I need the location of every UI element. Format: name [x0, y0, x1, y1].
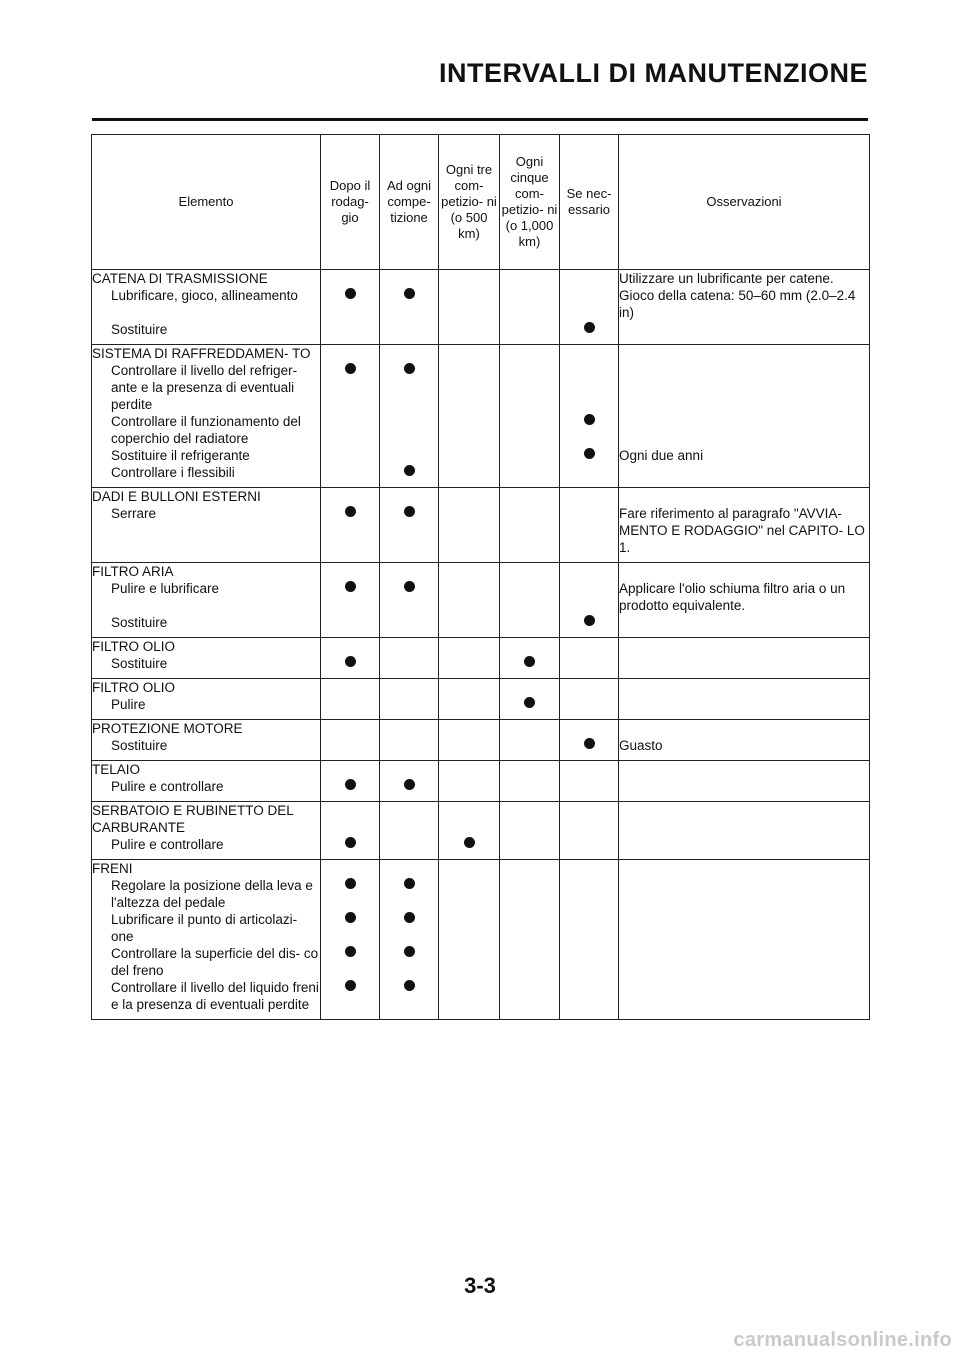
group-header-row: [92, 563, 870, 581]
task-label: Pulire e controllare: [92, 836, 321, 860]
bullet-dot-icon: [345, 912, 356, 923]
table-row: [92, 979, 870, 1020]
empty-cell: [439, 679, 500, 697]
bullet-dot-icon: [524, 697, 535, 708]
interval-cell: [560, 945, 619, 979]
interval-cell: [439, 447, 500, 464]
interval-cell: [439, 945, 500, 979]
bullet-dot-icon: [345, 946, 356, 957]
empty-cell: [380, 563, 439, 581]
group-name: CATENA DI TRASMISSIONE: [92, 270, 321, 288]
table-row: [92, 836, 870, 860]
table-row: [92, 655, 870, 679]
interval-cell: [560, 505, 619, 563]
group-header-row: [92, 345, 870, 363]
interval-cell: [321, 778, 380, 802]
interval-cell: [321, 696, 380, 720]
empty-cell: [560, 720, 619, 738]
maintenance-group: [92, 720, 870, 761]
interval-cell: [560, 447, 619, 464]
interval-cell: [439, 655, 500, 679]
task-remark: [619, 362, 870, 413]
bullet-dot-icon: [345, 837, 356, 848]
interval-cell: [560, 413, 619, 447]
empty-cell: [439, 270, 500, 288]
task-label: Controllare il livello del liquido freni e la presenza di eventuali perdite: [92, 979, 321, 1020]
table-row: [92, 362, 870, 413]
bullet-dot-icon: [584, 322, 595, 333]
group-header-row: [92, 679, 870, 697]
task-label: Sostituire: [92, 321, 321, 345]
task-remark: [619, 945, 870, 979]
interval-cell: [500, 655, 560, 679]
maintenance-group: [92, 802, 870, 860]
bullet-dot-icon: [584, 448, 595, 459]
empty-cell: [321, 679, 380, 697]
table-header-row: [92, 135, 870, 270]
empty-cell: [380, 488, 439, 506]
group-remark: [619, 761, 870, 779]
table-row: [92, 505, 870, 563]
interval-cell: [321, 321, 380, 345]
bullet-dot-icon: [404, 878, 415, 889]
task-remark: [619, 836, 870, 860]
column-header-element: Elemento: [92, 135, 321, 270]
interval-cell: [321, 911, 380, 945]
empty-cell: [380, 720, 439, 738]
group-remark: [619, 720, 870, 738]
interval-cell: [321, 614, 380, 638]
interval-cell: [439, 696, 500, 720]
bullet-dot-icon: [404, 946, 415, 957]
table-row: [92, 287, 870, 321]
interval-cell: [321, 580, 380, 614]
interval-cell: [500, 945, 560, 979]
interval-cell: [439, 362, 500, 413]
interval-cell: [439, 877, 500, 911]
group-name: FILTRO ARIA: [92, 563, 321, 581]
task-remark: Fare riferimento al paragrafo "AVVIA- MENTO E RODAGGIO" nel CAPITO- LO 1.: [619, 505, 870, 563]
interval-cell: [560, 778, 619, 802]
group-header-row: [92, 802, 870, 837]
interval-cell: [439, 778, 500, 802]
interval-cell: [500, 614, 560, 638]
maintenance-group: [92, 860, 870, 1020]
interval-cell: [321, 655, 380, 679]
task-label: Controllare la superficie del dis- co del freno: [92, 945, 321, 979]
column-header-every-three-races: Ogni tre com- petizio- ni (o 500 km): [439, 135, 500, 270]
task-remark: [619, 464, 870, 488]
table-row: [92, 945, 870, 979]
task-remark: Gioco della catena: 50–60 mm (2.0–2.4 in): [619, 287, 870, 321]
interval-cell: [560, 580, 619, 614]
task-remark: [619, 911, 870, 945]
interval-cell: [380, 287, 439, 321]
title-rule: [92, 118, 868, 121]
interval-cell: [560, 877, 619, 911]
bullet-dot-icon: [584, 738, 595, 749]
bullet-dot-icon: [345, 288, 356, 299]
bullet-dot-icon: [404, 363, 415, 374]
group-remark: [619, 860, 870, 878]
table-row: [92, 464, 870, 488]
empty-cell: [380, 860, 439, 878]
task-label: Sostituire il refrigerante: [92, 447, 321, 464]
interval-cell: [500, 778, 560, 802]
interval-cell: [560, 696, 619, 720]
interval-cell: [321, 836, 380, 860]
interval-cell: [560, 362, 619, 413]
interval-cell: [500, 836, 560, 860]
interval-cell: [439, 911, 500, 945]
bullet-dot-icon: [404, 779, 415, 790]
column-header-as-required: Se nec- essario: [560, 135, 619, 270]
task-label: Lubrificare, gioco, allineamento: [92, 287, 321, 321]
group-remark: [619, 802, 870, 837]
interval-cell: [500, 696, 560, 720]
task-label: Controllare i flessibili: [92, 464, 321, 488]
group-remark: [619, 563, 870, 581]
table-row: [92, 877, 870, 911]
task-remark: [619, 413, 870, 447]
task-remark: Guasto: [619, 737, 870, 761]
bullet-dot-icon: [464, 837, 475, 848]
task-remark: Applicare l'olio schiuma filtro aria o un prodotto equivalente.: [619, 580, 870, 614]
bullet-dot-icon: [345, 779, 356, 790]
maintenance-group: [92, 638, 870, 679]
interval-cell: [380, 911, 439, 945]
interval-cell: [439, 737, 500, 761]
interval-cell: [321, 362, 380, 413]
interval-cell: [321, 287, 380, 321]
task-remark: [619, 655, 870, 679]
interval-cell: [321, 464, 380, 488]
interval-cell: [560, 614, 619, 638]
group-name: SISTEMA DI RAFFREDDAMEN- TO: [92, 345, 321, 363]
bullet-dot-icon: [404, 980, 415, 991]
group-name: FILTRO OLIO: [92, 638, 321, 656]
empty-cell: [439, 860, 500, 878]
bullet-dot-icon: [584, 615, 595, 626]
page-title: INTERVALLI DI MANUTENZIONE: [439, 58, 868, 88]
group-header-row: [92, 270, 870, 288]
interval-cell: [439, 321, 500, 345]
interval-cell: [321, 413, 380, 447]
group-header-row: [92, 720, 870, 738]
interval-cell: [321, 945, 380, 979]
interval-cell: [380, 447, 439, 464]
empty-cell: [500, 563, 560, 581]
interval-cell: [439, 836, 500, 860]
empty-cell: [439, 638, 500, 656]
interval-cell: [560, 464, 619, 488]
interval-cell: [500, 877, 560, 911]
bullet-dot-icon: [345, 363, 356, 374]
table-row: [92, 614, 870, 638]
bullet-dot-icon: [404, 288, 415, 299]
table-row: [92, 696, 870, 720]
group-remark: [619, 679, 870, 697]
group-header-row: [92, 761, 870, 779]
task-remark: [619, 614, 870, 638]
empty-cell: [380, 679, 439, 697]
empty-cell: [500, 720, 560, 738]
table-row: [92, 413, 870, 447]
interval-cell: [500, 505, 560, 563]
interval-cell: [500, 287, 560, 321]
bullet-dot-icon: [524, 656, 535, 667]
interval-cell: [500, 737, 560, 761]
group-remark: Utilizzare un lubrificante per catene.: [619, 270, 870, 288]
bullet-dot-icon: [404, 506, 415, 517]
table-row: [92, 447, 870, 464]
interval-cell: [380, 321, 439, 345]
empty-cell: [560, 345, 619, 363]
task-remark: [619, 696, 870, 720]
interval-cell: [560, 287, 619, 321]
interval-cell: [500, 413, 560, 447]
table-row: [92, 580, 870, 614]
interval-cell: [380, 737, 439, 761]
group-remark: [619, 488, 870, 506]
empty-cell: [380, 802, 439, 837]
interval-cell: [380, 655, 439, 679]
interval-cell: [560, 911, 619, 945]
interval-cell: [500, 580, 560, 614]
interval-cell: [560, 321, 619, 345]
interval-cell: [380, 614, 439, 638]
interval-cell: [439, 287, 500, 321]
group-remark: [619, 345, 870, 363]
interval-cell: [560, 737, 619, 761]
interval-cell: [439, 464, 500, 488]
group-name: TELAIO: [92, 761, 321, 779]
group-remark: [619, 638, 870, 656]
maintenance-group: [92, 270, 870, 345]
column-header-every-race: Ad ogni compe- tizione: [380, 135, 439, 270]
empty-cell: [321, 345, 380, 363]
interval-cell: [560, 979, 619, 1020]
bullet-dot-icon: [404, 912, 415, 923]
bullet-dot-icon: [584, 414, 595, 425]
bullet-dot-icon: [404, 581, 415, 592]
maintenance-group: [92, 679, 870, 720]
interval-cell: [380, 505, 439, 563]
bullet-dot-icon: [404, 465, 415, 476]
empty-cell: [439, 802, 500, 837]
interval-cell: [500, 362, 560, 413]
table-row: [92, 778, 870, 802]
interval-cell: [321, 447, 380, 464]
interval-cell: [380, 696, 439, 720]
empty-cell: [560, 679, 619, 697]
bullet-dot-icon: [345, 581, 356, 592]
empty-cell: [321, 761, 380, 779]
interval-cell: [321, 979, 380, 1020]
task-label: Serrare: [92, 505, 321, 563]
interval-cell: [380, 413, 439, 447]
task-label: Sostituire: [92, 614, 321, 638]
maintenance-group: [92, 761, 870, 802]
empty-cell: [439, 345, 500, 363]
task-remark: Ogni due anni: [619, 447, 870, 464]
empty-cell: [321, 563, 380, 581]
group-header-row: [92, 488, 870, 506]
empty-cell: [321, 860, 380, 878]
empty-cell: [560, 802, 619, 837]
task-remark: [619, 321, 870, 345]
maintenance-group: [92, 345, 870, 488]
interval-cell: [321, 737, 380, 761]
task-label: Pulire: [92, 696, 321, 720]
empty-cell: [321, 638, 380, 656]
task-label: Lubrificare il punto di articolazi- one: [92, 911, 321, 945]
empty-cell: [560, 860, 619, 878]
bullet-dot-icon: [345, 656, 356, 667]
page-number: 3-3: [464, 1273, 496, 1298]
table-row: [92, 911, 870, 945]
maintenance-group: [92, 563, 870, 638]
empty-cell: [500, 345, 560, 363]
group-name: DADI E BULLONI ESTERNI: [92, 488, 321, 506]
task-remark: [619, 877, 870, 911]
empty-cell: [380, 761, 439, 779]
task-label: Pulire e lubrificare: [92, 580, 321, 614]
group-name: SERBATOIO E RUBINETTO DEL CARBURANTE: [92, 802, 321, 837]
group-header-row: [92, 638, 870, 656]
interval-cell: [380, 945, 439, 979]
empty-cell: [500, 679, 560, 697]
empty-cell: [560, 270, 619, 288]
watermark: carmanualsonline.info: [733, 1329, 952, 1351]
empty-cell: [560, 488, 619, 506]
empty-cell: [439, 563, 500, 581]
empty-cell: [500, 802, 560, 837]
task-remark: [619, 778, 870, 802]
interval-cell: [500, 911, 560, 945]
empty-cell: [380, 270, 439, 288]
empty-cell: [500, 860, 560, 878]
group-name: FRENI: [92, 860, 321, 878]
interval-cell: [439, 979, 500, 1020]
interval-cell: [560, 655, 619, 679]
empty-cell: [321, 488, 380, 506]
bullet-dot-icon: [345, 878, 356, 889]
empty-cell: [321, 270, 380, 288]
interval-cell: [380, 464, 439, 488]
empty-cell: [439, 488, 500, 506]
interval-cell: [380, 877, 439, 911]
interval-cell: [500, 464, 560, 488]
empty-cell: [560, 638, 619, 656]
task-remark: [619, 979, 870, 1020]
interval-cell: [380, 362, 439, 413]
interval-cell: [321, 505, 380, 563]
table-row: [92, 321, 870, 345]
empty-cell: [560, 563, 619, 581]
table-row: [92, 737, 870, 761]
maintenance-group: [92, 488, 870, 563]
task-label: Sostituire: [92, 737, 321, 761]
interval-cell: [380, 979, 439, 1020]
bullet-dot-icon: [345, 980, 356, 991]
group-name: FILTRO OLIO: [92, 679, 321, 697]
interval-cell: [500, 447, 560, 464]
group-name: PROTEZIONE MOTORE: [92, 720, 321, 738]
empty-cell: [321, 720, 380, 738]
interval-cell: [500, 321, 560, 345]
interval-cell: [439, 580, 500, 614]
group-header-row: [92, 860, 870, 878]
column-header-every-five-races: Ogni cinque com- petizio- ni (o 1,000 km): [500, 135, 560, 270]
column-header-remarks: Osservazioni: [619, 135, 870, 270]
empty-cell: [500, 270, 560, 288]
task-label: Controllare il livello del refriger- ante e la presenza di eventuali perdite: [92, 362, 321, 413]
maintenance-table: [91, 134, 870, 1020]
task-label: Pulire e controllare: [92, 778, 321, 802]
empty-cell: [500, 761, 560, 779]
task-label: Regolare la posizione della leva e l'altezza del pedale: [92, 877, 321, 911]
interval-cell: [439, 413, 500, 447]
task-label: Controllare il funzionamento del coperchio del radiatore: [92, 413, 321, 447]
interval-cell: [380, 580, 439, 614]
interval-cell: [321, 877, 380, 911]
empty-cell: [380, 638, 439, 656]
empty-cell: [560, 761, 619, 779]
interval-cell: [380, 836, 439, 860]
empty-cell: [500, 638, 560, 656]
empty-cell: [439, 720, 500, 738]
empty-cell: [439, 761, 500, 779]
empty-cell: [321, 802, 380, 837]
interval-cell: [380, 778, 439, 802]
interval-cell: [439, 505, 500, 563]
empty-cell: [500, 488, 560, 506]
column-header-after-break-in: Dopo il rodag- gio: [321, 135, 380, 270]
interval-cell: [560, 836, 619, 860]
task-label: Sostituire: [92, 655, 321, 679]
interval-cell: [439, 614, 500, 638]
bullet-dot-icon: [345, 506, 356, 517]
empty-cell: [380, 345, 439, 363]
interval-cell: [500, 979, 560, 1020]
